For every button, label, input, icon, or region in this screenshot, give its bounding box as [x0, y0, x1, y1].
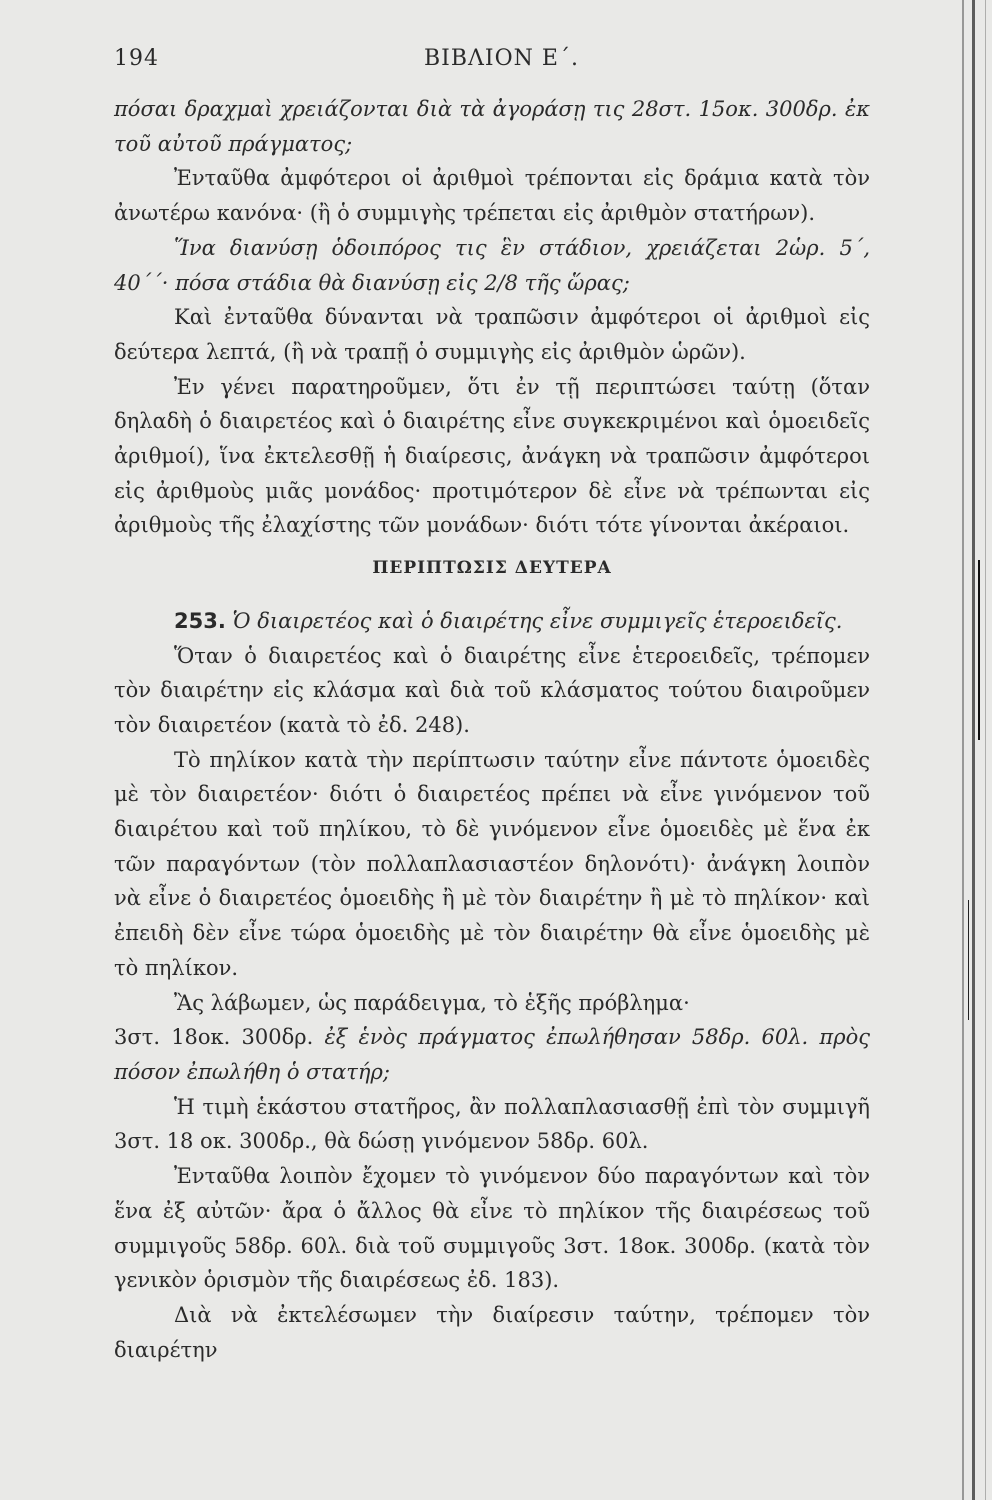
edge-mark: [978, 560, 980, 740]
body-text: [114, 92, 870, 1367]
paragraph: Ἂς λάβωμεν, ὡς παράδειγμα, τὸ ἑξῆς πρόβλημα·: [174, 990, 690, 1015]
example-figures: 3στ. 18οκ. 300δρ.: [114, 1025, 314, 1050]
section-title: [114, 604, 870, 639]
paragraph: Ὅταν ὁ διαιρετέος καὶ ὁ διαιρέτης εἶνε ἑτεροειδεῖς, τρέπομεν τὸν διαιρέτην εἰς κλάσμα καὶ διὰ τοῦ κλάσματος τούτου διαιροῦμεν τὸν διαιρετέον (κατὰ τὸ ἐδ. 248).: [114, 643, 870, 737]
example-question: ἐξ ἑνὸς πράγματος ἐπωλήθησαν 58δρ. 60λ. πρὸς πόσον ἐπωλήθη ὁ στατήρ;: [114, 1025, 870, 1084]
section-number: 253.: [174, 608, 226, 633]
paragraph: Ἵνα διανύσῃ ὁδοιπόρος τις ἓν στάδιον, χρειάζεται 2ὡρ. 5΄, 40΄΄· πόσα στάδια θὰ διανύσῃ εἰς 2/8 τῆς ὥρας;: [114, 235, 870, 295]
page-number: 194: [114, 46, 159, 71]
paragraph: Καὶ ἐνταῦθα δύνανται νὰ τραπῶσιν ἀμφότεροι οἱ ἀριθμοὶ εἰς δεύτερα λεπτά, (ἢ νὰ τραπῇ ὁ συμμιγὴς εἰς ἀριθμὸν ὡρῶν).: [114, 305, 870, 364]
edge-mark: [968, 900, 969, 1020]
paragraph: Ἡ τιμὴ ἑκάστου στατῆρος, ἂν πολλαπλασιασθῇ ἐπὶ τὸν συμμιγῆ 3στ. 18 οκ. 300δρ., θὰ δώσῃ γινόμενον 58δρ. 60λ.: [114, 1094, 870, 1154]
paragraph: Τὸ πηλίκον κατὰ τὴν περίπτωσιν ταύτην εἶνε πάντοτε ὁμοειδὲς μὲ τὸν διαιρετέον· διότι ὁ διαιρετέος πρέπει νὰ εἶνε γινόμενον τοῦ διαιρέτου καὶ τοῦ πηλίκου, τὸ δὲ γινόμενον εἶνε ὁμοειδὲς μὲ ἕνα ἐκ τῶν παραγόντων (τὸν πολλαπλασιαστέον δηλονότι)· ἀνάγκη λοιπὸν νὰ εἶνε ὁ διαιρετέος ὁμοειδὴς ἢ μὲ τὸν διαιρέτην ἢ μὲ τὸ πηλίκον· καὶ ἐπειδὴ δὲν εἶνε τώρα ὁμοειδὴς μὲ τὸν διαιρέτην θὰ εἶνε ὁμοειδὴς μὲ τὸ πηλίκον.: [114, 747, 870, 980]
paragraph: Ἐνταῦθα ἀμφότεροι οἱ ἀριθμοὶ τρέπονται εἰς δράμια κατὰ τὸν ἀνωτέρω κανόνα· (ἢ ὁ συμμιγὴς τρέπεται εἰς ἀριθμὸν στατήρων).: [114, 166, 870, 226]
paragraph: Διὰ νὰ ἐκτελέσωμεν τὴν διαίρεσιν ταύτην, τρέπομεν τὸν διαιρέτην: [114, 1302, 870, 1362]
paragraph: Ἐνταῦθα λοιπὸν ἔχομεν τὸ γινόμενον δύο παραγόντων καὶ τὸν ἕνα ἐξ αὐτῶν· ἄρα ὁ ἄλλος θὰ εἶνε τὸ πηλίκον τῆς διαιρέσεως τοῦ συμμιγοῦς 58δρ. 60λ. διὰ τοῦ συμμιγοῦς 3στ. 18οκ. 300δρ. (κατὰ τὸν γενικὸν ὁρισμὸν τῆς διαιρέσεως ἐδ. 183).: [114, 1164, 870, 1293]
section-title-text: Ὁ διαιρετέος καὶ ὁ διαιρέτης εἶνε συμμιγεῖς ἑτεροειδεῖς.: [232, 608, 843, 633]
paragraph: [114, 1020, 870, 1089]
section-heading: ΠΕΡΙΠΤΩΣΙΣ ΔΕΥΤΕΡΑ: [372, 558, 612, 579]
page-edge-shadow: [962, 0, 964, 1500]
running-header: [114, 46, 874, 80]
running-title: ΒΙΒΛΙΟΝ Ε΄.: [424, 46, 579, 71]
binding-edge: [972, 0, 975, 1500]
paragraph: Ἐν γένει παρατηροῦμεν, ὅτι ἐν τῇ περιπτώσει ταύτῃ (ὅταν δηλαδὴ ὁ διαιρετέος καὶ ὁ διαιρέτης εἶνε συγκεκριμένοι καὶ ὁμοειδεῖς ἀριθμοί), ἵνα ἐκτελεσθῇ ἡ διαίρεσις, ἀνάγκη νὰ τραπῶσιν ἀμφότεροι εἰς ἀριθμοὺς μιᾶς μονάδος· προτιμότερον δὲ εἶνε νὰ τρέπωνται εἰς ἀριθμοὺς τῆς ἐλαχίστης τῶν μονάδων· διότι τότε γίνονται ἀκέραιοι.: [114, 374, 870, 538]
page-edge-line: [985, 0, 986, 1500]
paragraph: πόσαι δραχμαὶ χρειάζονται διὰ τὰ ἀγοράσῃ τις 28στ. 15οκ. 300δρ. ἐκ τοῦ αὐτοῦ πράγματος;: [114, 97, 870, 156]
